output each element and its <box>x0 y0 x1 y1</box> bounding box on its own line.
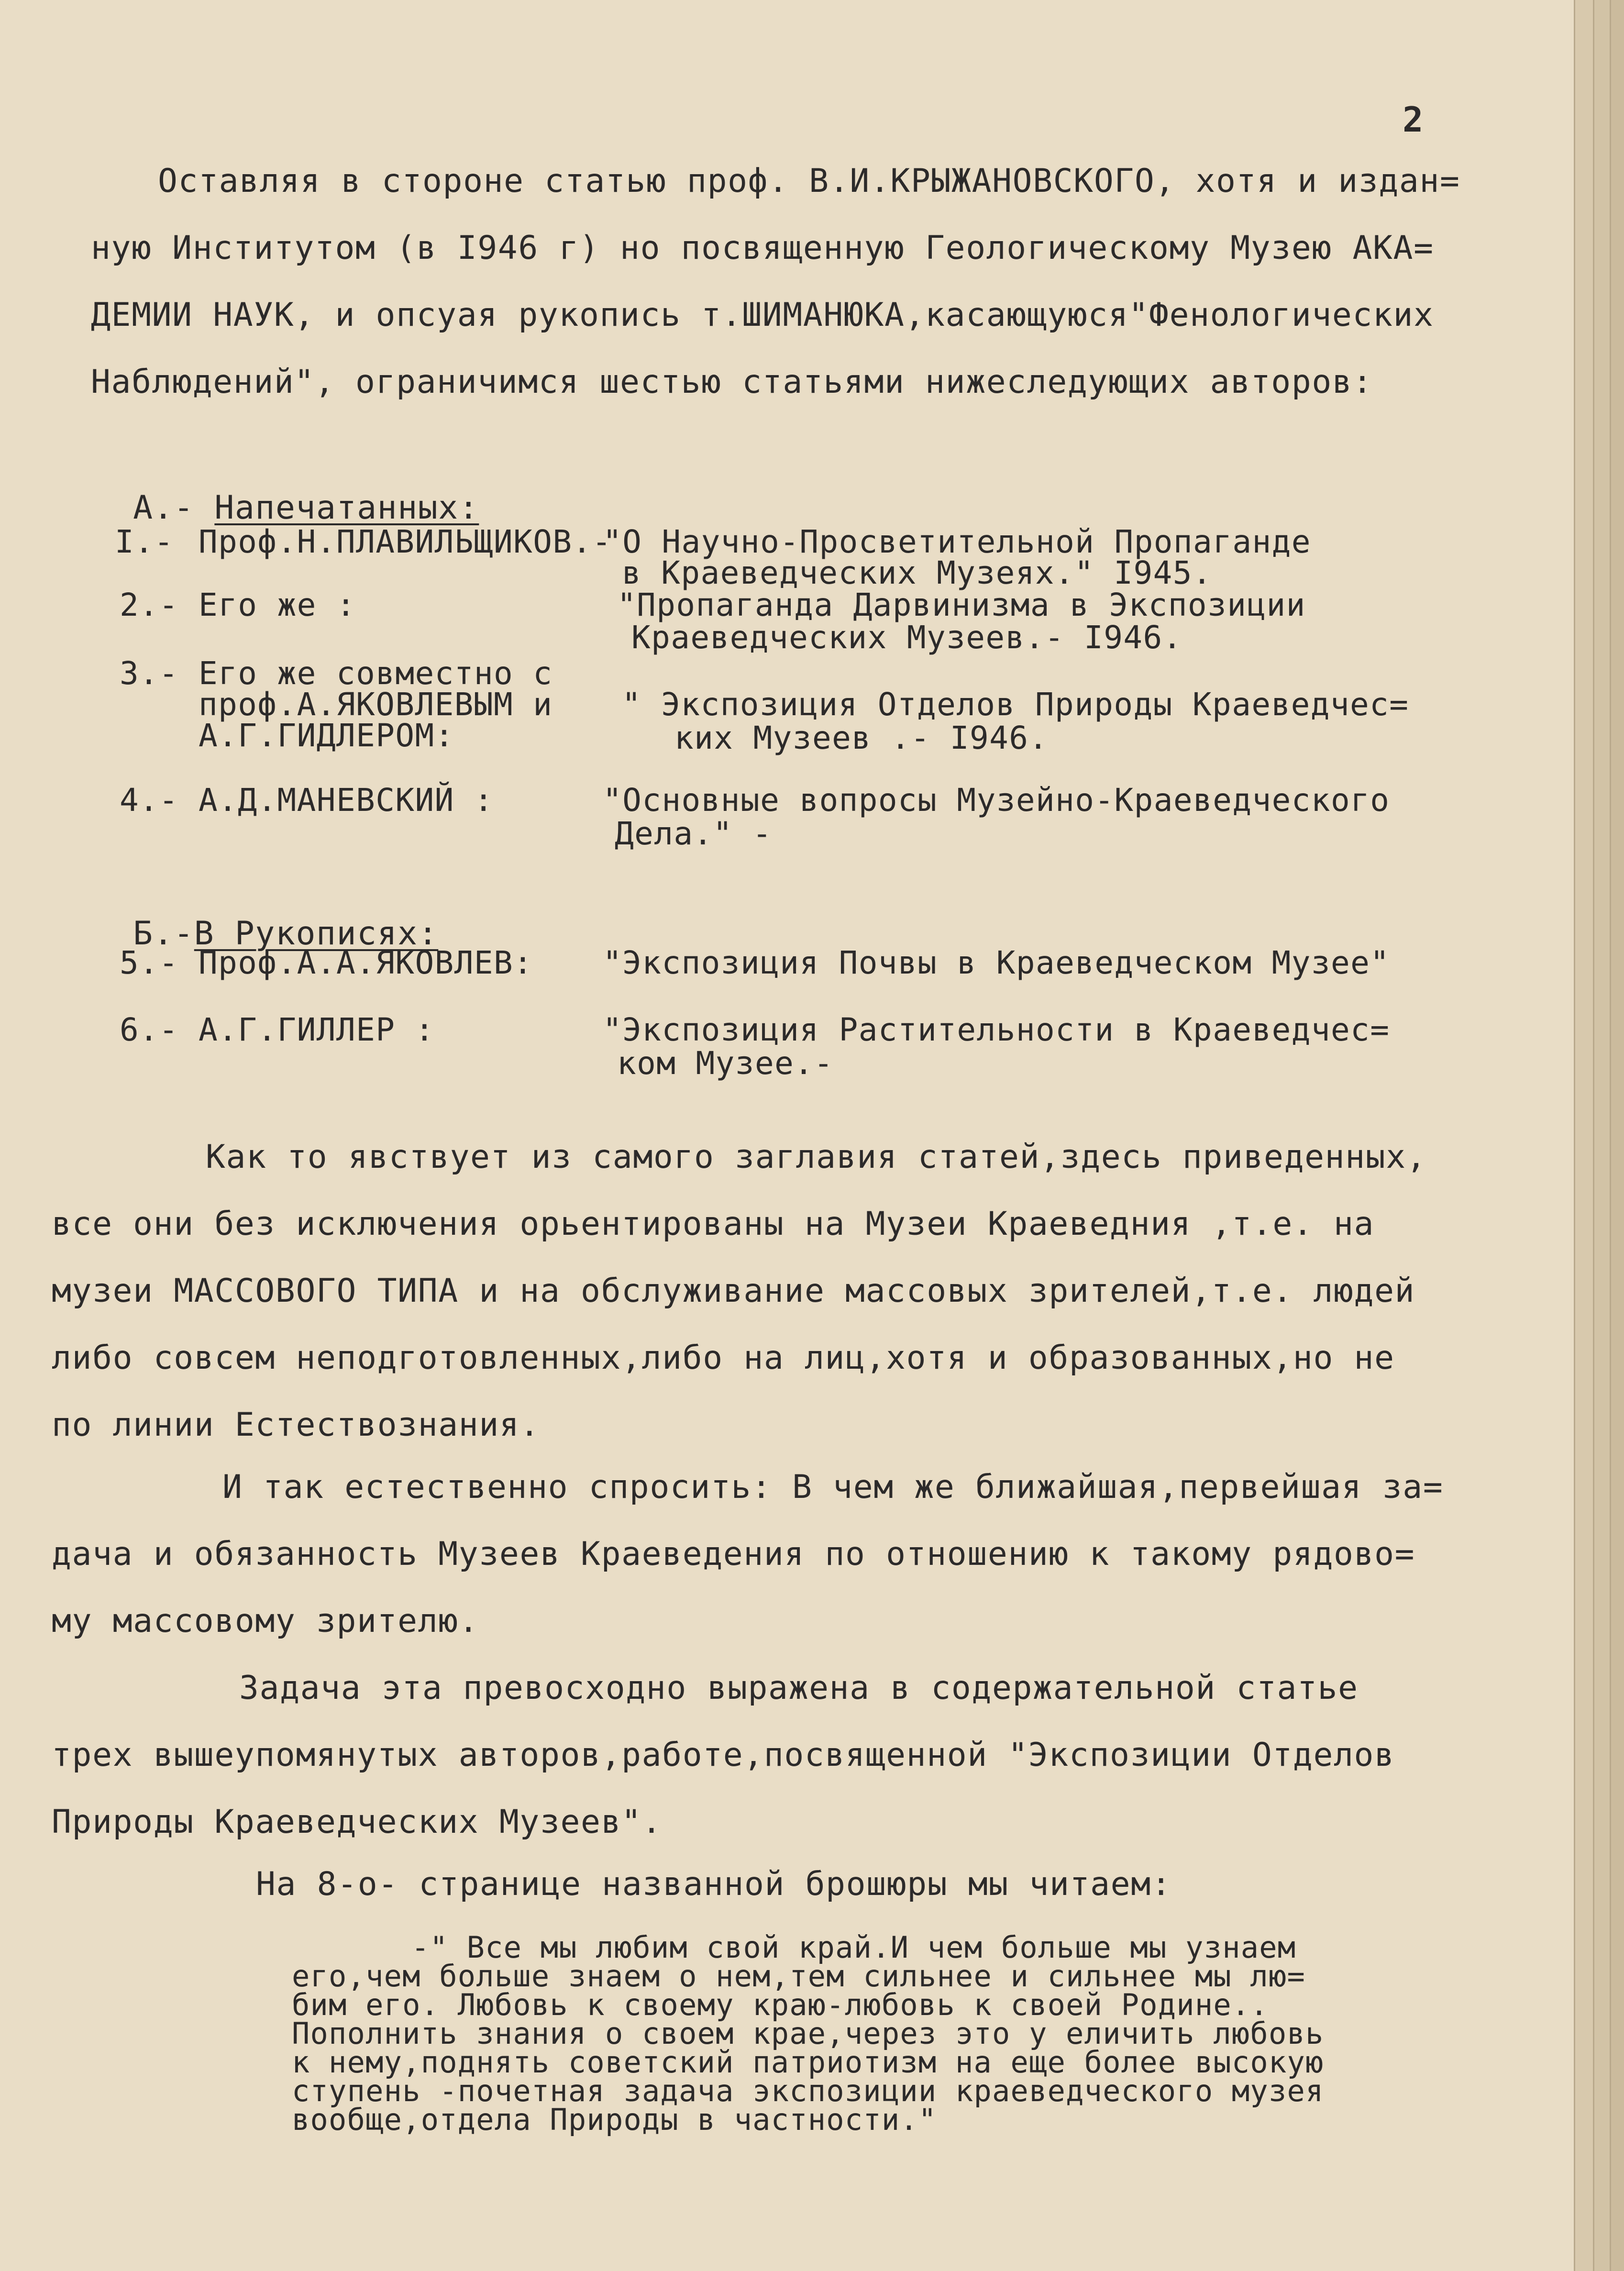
list-item-title: "О Научно-Просветительной Пропаганде <box>603 523 1311 560</box>
paragraph-2-line-1: И так естественно спросить: В чем же ближайшая,первейшая за= <box>222 1468 1444 1506</box>
list-item-author: Его же совместно с <box>199 655 553 692</box>
list-item-title: " Экспозиция Отделов Природы Краеведчес= <box>622 686 1409 723</box>
list-item-number: 2.- <box>120 587 179 623</box>
paragraph-3-line-1: Задача эта превосходно выражена в содержательной статье <box>239 1669 1359 1707</box>
list-item-author: А.Г.ГИДЛЕРОМ: <box>199 717 454 754</box>
quote-line-5: к нему,поднять советский патриотизм на еще более высокую <box>292 2045 1324 2080</box>
list-item-author: Его же : <box>199 587 356 623</box>
quote-line-4: Пополнить знания о своем крае,через это у еличить любовь <box>292 2016 1324 2051</box>
list-item-number: 6.- <box>120 1011 179 1048</box>
page-edge <box>1593 0 1611 2271</box>
list-item-title: Краеведческих Музеев.- I946. <box>631 619 1182 656</box>
list-item-author: Проф.Н.ПЛАВИЛЬЩИКОВ.- <box>199 523 612 560</box>
list-item-author: проф.А.ЯКОВЛЕВЫМ и <box>199 686 553 723</box>
list-item-title: Дела." - <box>615 815 773 852</box>
list-item-author: А.Д.МАНЕВСКИЙ : <box>199 782 494 819</box>
list-item-number: I.- <box>115 523 174 560</box>
page-edge <box>1610 0 1624 2271</box>
list-item-title: "Экспозиция Почвы в Краеведческом Музее" <box>603 944 1390 981</box>
list-item-number: 4.- <box>120 782 179 819</box>
page-number: 2 <box>1403 100 1424 140</box>
section-a-prefix: А.- <box>133 489 215 527</box>
list-item-title: "Пропаганда Дарвинизма в Экспозиции <box>617 587 1306 623</box>
section-b-title: В Рукописях: <box>194 915 439 953</box>
paragraph-2-line-3: му массовому зрителю. <box>52 1602 479 1640</box>
list-item-author: А.Г.ГИЛЛЕР : <box>199 1011 435 1048</box>
paragraph-1-line-2: все они без исключения орьентированы на Музеи Краеведния ,т.е. на <box>52 1205 1375 1243</box>
quote-line-3: бим его. Любовь к своему краю-любовь к своей Родине.. <box>292 1987 1269 2022</box>
intro-line-3: ДЕМИИ НАУК, и опсуая рукопись т.ШИМАНЮКА,касающуюся"Фенологических <box>91 296 1434 334</box>
intro-line-4: Наблюдений", ограничимся шестью статьями нижеследующих авторов: <box>91 363 1373 401</box>
paragraph-2-line-2: дача и обязанность Музеев Краеведения по отношению к такому рядово= <box>52 1535 1415 1573</box>
paragraph-1-line-1: Как то явствует из самого заглавия статей,здесь приведенных, <box>206 1138 1427 1176</box>
paragraph-4: На 8-о- странице названной брошюры мы читаем: <box>256 1865 1172 1903</box>
list-item-author: Проф.А.А.ЯКОВЛЕВ: <box>199 944 533 981</box>
list-item-number: 5.- <box>120 944 179 981</box>
paragraph-3-line-3: Природы Краеведческих Музеев". <box>52 1803 663 1841</box>
intro-line-1: Оставляя в стороне статью проф. В.И.КРЫЖАНОВСКОГО, хотя и издан= <box>158 162 1460 200</box>
paragraph-1-line-5: по линии Естествознания. <box>52 1406 540 1444</box>
section-b-prefix: Б.- <box>133 915 194 953</box>
paragraph-1-line-4: либо совсем неподготовленных,либо на лиц,хотя и образованных,но не <box>52 1339 1395 1377</box>
paragraph-1-line-3: музеи МАССОВОГО ТИПА и на обслуживание массовых зрителей,т.е. людей <box>52 1272 1415 1310</box>
section-a-title: Напечатанных: <box>214 489 479 527</box>
page-edge <box>1574 0 1594 2271</box>
paragraph-3-line-2: трех вышеупомянутых авторов,работе,посвященной "Экспозиции Отделов <box>52 1736 1395 1774</box>
list-item-title: ких Музеев .- I946. <box>674 720 1049 756</box>
list-item-number: 3.- <box>120 655 179 692</box>
intro-line-2: ную Институтом (в I946 г) но посвященную Геологическому Музею АКА= <box>91 229 1434 267</box>
quote-line-7: вообще,отдела Природы в частности." <box>292 2102 937 2137</box>
list-item-title: "Основные вопросы Музейно-Краеведческого <box>603 782 1390 819</box>
list-item-title: в Краеведческих Музеях." I945. <box>622 554 1213 591</box>
quote-line-2: его,чем больше знаем о нем,тем сильнее и сильнее мы лю= <box>292 1959 1305 1994</box>
quote-line-6: ступень -почетная задача экспозиции краеведческого музея <box>292 2073 1324 2108</box>
quote-line-1: -" Все мы любим свой край.И чем больше мы узнаем <box>411 1930 1296 1965</box>
list-item-title: ком Музее.- <box>617 1045 834 1082</box>
list-item-title: "Экспозиция Растительности в Краеведчес= <box>603 1011 1390 1048</box>
